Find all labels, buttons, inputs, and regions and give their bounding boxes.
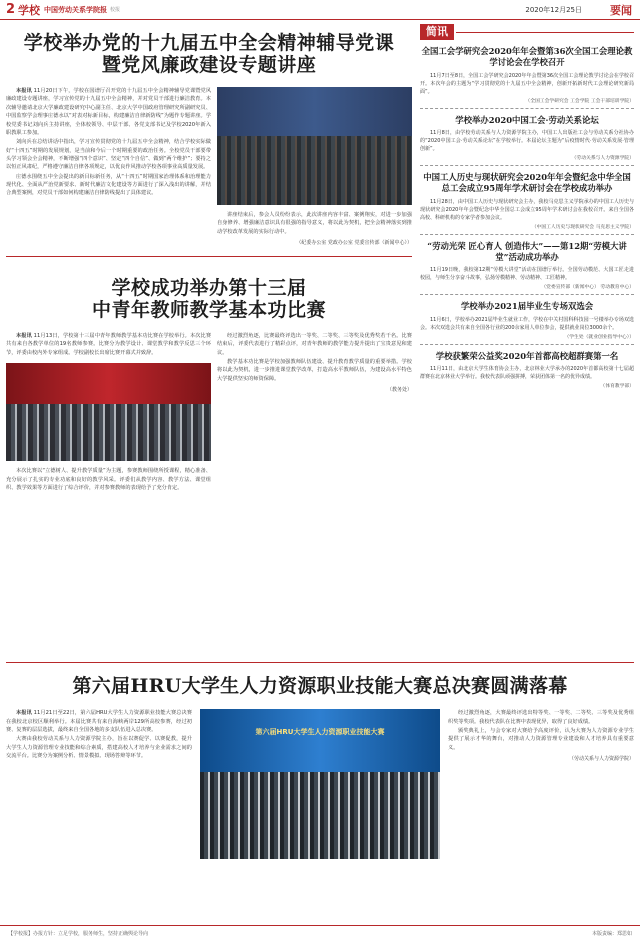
brief-source: （体育教学部） (600, 384, 634, 390)
divider (420, 234, 634, 235)
article-body (217, 211, 412, 236)
paragraph: 教学基本功比赛是学校加强教师队伍建设、提升教育教学质量的重要举措。学校将以此为契机，进一步推进课堂教学改革，打造高水平教师队伍，为建设高水平特色大学提供坚实的师资保障。 (217, 358, 412, 382)
paragraph: 刘向兵在总结讲话中指出，学习宣传贯彻党的十九届五中全会精神，结合学校实际做好“十四五”时期的发展规划，是当前和今后一个时期重要的政治任务。全校党员干部要带头学习领会全会精神，不断增强“四个意识”、坚定“四个自信”、做到“两个维护”；要持之以恒正风肃纪，严格遵守廉洁自律各项规定，以优良作风推动学校各项事业高质量发展。 (6, 139, 211, 171)
brief-source: （中国工人历史与现状研究会 马克思主义学院） (531, 224, 634, 230)
brief-item (420, 115, 634, 161)
article-body (6, 332, 211, 357)
article-body (448, 709, 634, 752)
paragraph: 经过激烈角逐，比赛最终评选出一等奖、二等奖、三等奖及优秀奖若干名。比赛结束后，评委代表进行了精彩点评，对青年教师的教学能力提升提出了宝贵意见和建议。 (217, 332, 412, 356)
divider (420, 108, 634, 109)
brief-title: 学校举办2020中国工会·劳动关系论坛 (455, 114, 599, 125)
article-caption: （纪委办公室 党政办公室 党委宣传部（新闻中心）） (296, 240, 412, 247)
article-headline (6, 277, 412, 322)
paper-logo: 学校 (18, 3, 41, 17)
paragraph: 庄德水围绕五中全会提出的新目标新任务，从“十四五”时期国家治理体系和治理能力现代化、全面从严治党新要求、新时代廉洁文化建设等方面进行了深入浅出的讲解，并结合典型案例，对党员干部如何构建廉洁自律防线提出了具体建议。 (6, 173, 211, 197)
lead-tag: 本报讯 (16, 332, 32, 339)
article-party-lecture (6, 32, 412, 246)
headline-line: 暨党风廉政建设专题讲座 (101, 54, 317, 77)
page-footer (0, 925, 640, 940)
brief-source: （党委宣传部（新闻中心） 劳动教育中心） (541, 285, 634, 291)
left-column (6, 24, 412, 493)
divider (420, 294, 634, 295)
brief-item (420, 301, 634, 339)
brief-item (420, 351, 634, 389)
brief-body: 11月11日，由北京大学生体育协会主办，北京林业大学承办的2020年首都高校第十七届超群赛在北京林业大学举行。我校代表队顽强拼搏，荣获团体第一名的优异成绩。 (420, 366, 634, 381)
brief-title: 全国工会学研究会2020年年会暨第36次全国工会理论教学讨论会在学校召开 (421, 46, 633, 68)
briefs-header (420, 24, 634, 40)
article-caption: （劳动关系与人力资源学院） (568, 756, 634, 763)
divider (420, 165, 634, 166)
paragraph: 11月20日下午，学校在国谱厅召开党的十九届五中全会精神辅导党课暨党风廉政建设专题讲座，学习宣传党的十九届五中全会精神，并对党员干部进行廉洁教育。本次辅导邀请北京大学廉政建设研究中心副主任、北京大学中国政府管理研究所副研究员、中国监察学会理事庄德水以“对表对标新目标，构建廉洁自律新防线”为题作专题讲座。学校党委书记刘向兵主持讲座，全体校领导、中层干部、各党支部书记及学校2020年新入职教职工参加。 (6, 87, 212, 136)
article-body (217, 332, 412, 383)
brief-title: 学校获繁荣公益奖2020年首都高校超群赛第一名 (435, 350, 619, 361)
article-teaching-contest (6, 277, 412, 493)
headline-line: 中青年教师教学基本功比赛 (91, 299, 326, 322)
lead-tag: 本报讯 (16, 710, 32, 717)
paragraph: 大赛由我校劳动关系与人力资源学院主办，旨在以赛促学、以赛促教，提升大学生人力资源管理专业技能和综合素质，搭建高校人才培养与企业需求之间的交流平台。比赛分为案例分析、情景模拟、现场答辩等环节。 (6, 736, 192, 760)
divider (420, 344, 634, 345)
briefs-column (420, 24, 634, 389)
article-caption: （教务处） (386, 387, 412, 394)
contest-group-photo (6, 363, 211, 461)
footer-note: 【学校报】办报方针：立足学校，服务师生，坚持正确舆论导向 (8, 930, 149, 937)
briefs-label: 简讯 (420, 24, 454, 40)
paragraph: 11月13日，学校第十三届中青年教师教学基本功比赛在学校举行。本次比赛共有来自各教学单位的19名教师参赛。比赛分为教学设计、课堂教学和教学反思三个环节，评委由校内外专家组成。学校副校长出席比赛开幕式并致辞。 (6, 332, 212, 356)
masthead (0, 0, 640, 20)
paragraph: 本次比赛以“立德树人、提升教学质量”为主题，参赛教师围绕所授课程，精心准备、充分展示了扎实的专业功底和良好的教学风采。评委们从教学内容、教学方法、课堂组织、教学效果等方面进行了综合评价，并对参赛教师的表现给予了充分肯定。 (6, 468, 211, 491)
article-headline (6, 32, 412, 77)
divider (6, 662, 634, 663)
divider (6, 256, 412, 257)
brief-body: 11月8日，由学校劳动关系与人力资源学院主办，中国工人出版社工会与劳动关系分社协办的“2020中国工会·劳动关系论坛”在学校举行。本届论坛主题为“后疫情时代·劳动关系发展·管理创新”。 (420, 130, 634, 153)
article-body (6, 467, 211, 492)
brief-body: 11月7日至8日，全国工会学研究会2020年年会暨第36次全国工会理论教学讨论会在学校召开。本次年会的主题为“学习贯彻党的十九届五中全会精神，创新开拓新时代工会理论研究新局面”。 (420, 72, 634, 95)
headline-line: 学校举办党的十九届五中全会精神辅导党课 (23, 32, 395, 54)
footer-editor: 本版责编：郑思如 (591, 930, 632, 937)
brief-item (420, 241, 634, 291)
section-title: 要闻 (610, 4, 632, 17)
brief-source: （劳动关系与人力资源学院） (571, 156, 634, 162)
brief-item (420, 46, 634, 104)
brief-source: （学生处（就业创业指导中心）） (564, 334, 634, 340)
brief-source: （全国工会学研究会 工会学院 工会干部培训学院） (525, 98, 634, 104)
article-hru-contest (6, 662, 634, 859)
paper-name: 中国劳动关系学院报 (44, 5, 108, 14)
brief-body: 11月6日，学校举办2021届毕业生就业工作，学校在中关村国科科技园一号楼举办专场双选会。本次双选会共有来自全国各行业的200余家用人单位参会，提供就业岗位3000余个。 (420, 316, 634, 331)
article-body (6, 87, 211, 246)
paragraph: 讲座结束后，参会人员纷纷表示，此次讲座内容丰富、案例翔实，对进一步加强自身修养、增强廉洁意识具有很强的指导意义，将以此为契机，把全会精神落实到推动学校改革发展的实际行动中。 (217, 211, 412, 235)
issue-date: 2020年12月25日 (525, 6, 582, 14)
paragraph: 颁奖典礼上，与会专家对大赛给予高度评价，认为大赛为人力资源专业学生提供了展示才华的舞台，对推动人力资源管理专业建设和人才培养具有重要意义。 (448, 728, 634, 751)
brief-item (420, 172, 634, 230)
lead-tag: 本报讯 (16, 87, 32, 94)
paragraph: 11月21日至22日，第六届HRU大学生人力资源职业技能大赛总决赛在我校北京校区顺利举行。本届比赛共有来自海峡两岸129所高校参赛，经过初赛、复赛的层层选拔，最终来自全国各地的多支队伍进入总决赛。 (6, 710, 192, 734)
headline-line: 学校成功举办第十三届 (111, 277, 307, 300)
lecture-photo (217, 87, 412, 205)
brief-title: 学校举办2021届毕业生专场双选会 (460, 301, 594, 312)
article-body (6, 709, 192, 859)
brief-body: 11月19日晚，我校第12期“劳模大讲堂”活动在国谱厅举行。全国劳动模范、大国工匠走进校园，与师生分享奋斗故事，弘扬劳模精神、劳动精神、工匠精神。 (420, 267, 634, 282)
brief-title: “劳动光荣 匠心育人 创造伟大”——第12期“劳模大讲堂”活动成功举办 (427, 240, 627, 263)
paragraph: 经过激烈角逐，大赛最终评选出特等奖、一等奖、二等奖、三等奖及优秀组织奖等奖项。我校代表队在比赛中表现优异，取得了良好成绩。 (448, 710, 634, 725)
article-headline: 第六届HRU大学生人力资源职业技能大赛总决赛圆满落幕 (72, 675, 568, 697)
brief-title: 中国工人历史与现状研究会2020年年会暨纪念中华全国总工会成立95周年学术研讨会在学校成功举办 (423, 172, 631, 194)
photo-banner: 第六届HRU大学生人力资源职业技能大赛 (255, 728, 385, 737)
page-number: 2 (6, 2, 16, 17)
paper-subtitle: 校报 (110, 7, 121, 13)
hru-award-photo (200, 709, 440, 859)
brief-body: 11月28日，由中国工人历史与现状研究会主办，我校马克思主义学院承办的中国工人历史与现状研究会2020年年会暨纪念中华全国总工会成立95周年学术研讨会在我校召开。来自全国各高校、科研机构的专家学者参加会议。 (420, 198, 634, 221)
